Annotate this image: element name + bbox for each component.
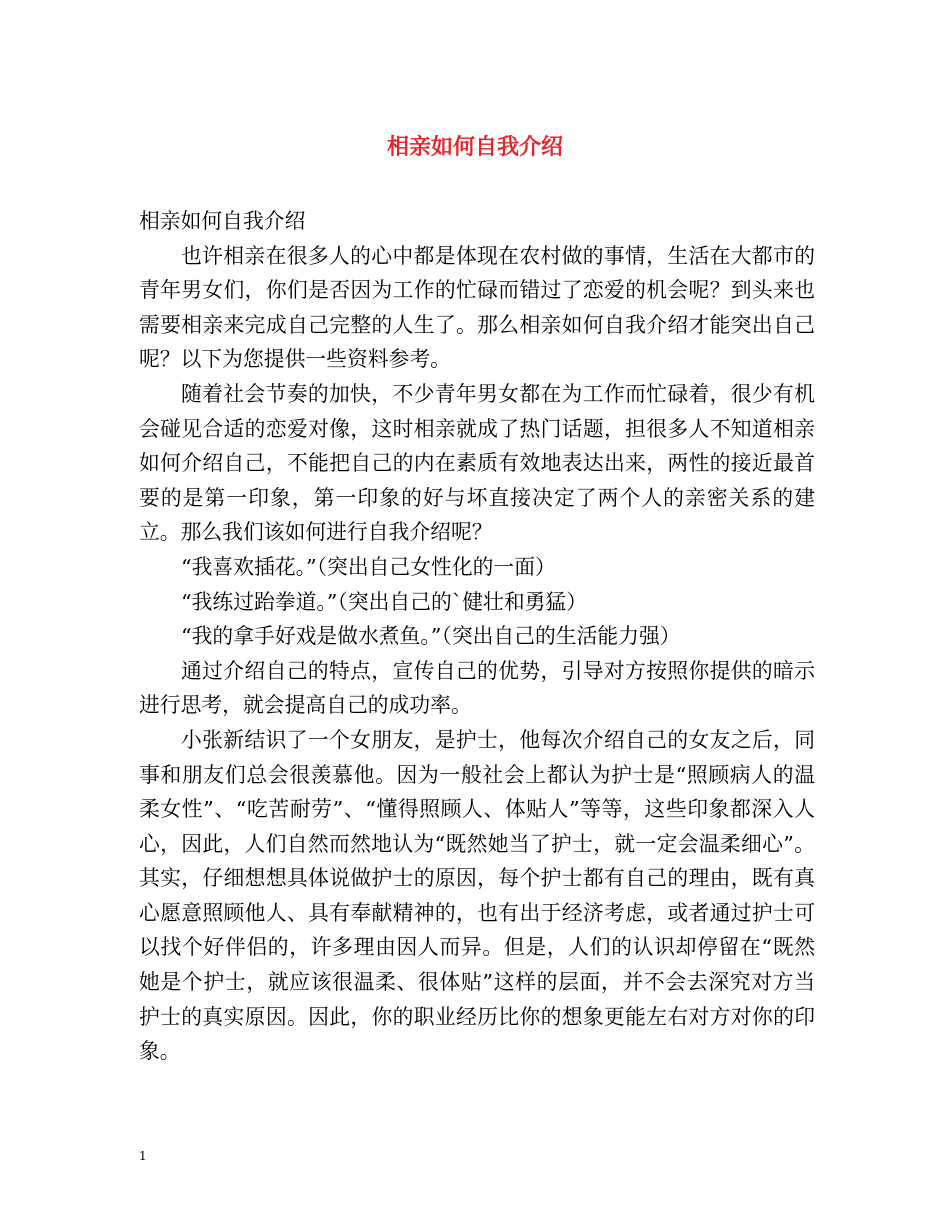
example-flower-arranging: “我喜欢插花。”（突出自己女性化的一面）	[181, 554, 556, 579]
page-number: 1	[139, 1149, 147, 1163]
example-taekwondo: “我练过跆拳道。”（突出自己的`健壮和勇猛）	[181, 589, 588, 614]
section-heading: 相亲如何自我介绍	[139, 209, 306, 233]
paragraph-advantages: 通过介绍自己的特点，宣传自己的优势，引导对方按照你提供的暗示进行思考，就会提高自己的成功率。	[139, 658, 815, 718]
example-cooking: “我的拿手好戏是做水煮鱼。”（突出自己的生活能力强）	[181, 624, 681, 649]
page-title: 相亲如何自我介绍	[386, 134, 563, 160]
paragraph-first-impression: 随着社会节奏的加快，不少青年男女都在为工作而忙碌着，很少有机会碰见合适的恋爱对像，这时相亲就成了热门话题，担很多人不知道相亲如何介绍自己，不能把自己的内在素质有效地表达出来，两性的接近最首要的是第一印象，第一印象的好与坏直接决定了两个人的亲密关系的建立。那么我们该如何进行自我介绍呢？	[139, 381, 815, 545]
paragraph-nurse-story: 小张新结识了一个女朋友，是护士，他每次介绍自己的女友之后，同事和朋友们总会很羡慕他。因为一般社会上都认为护士是“照顾病人的温柔女性”、“吃苦耐劳”、“懂得照顾人、体贴人”等等，这些印象都深入人心，因此，人们自然而然地认为“既然她当了护士，就一定会温柔细心”。其实，仔细想想具体说做护士的原因，每个护士都有自己的理由，既有真心愿意照顾他人、具有奉献精神的，也有出于经济考虑，或者通过护士可以找个好伴侣的，许多理由因人而异。但是，人们的认识却停留在“既然她是个护士，就应该很温柔、很体贴”这样的层面，并不会去深究对方当护士的真实原因。因此，你的职业经历比你的想象更能左右对方对你的印象。	[139, 727, 815, 1064]
paragraph-intro: 也许相亲在很多人的心中都是体现在农村做的事情，生活在大都市的青年男女们，你们是否因为工作的忙碌而错过了恋爱的机会呢？到头来也需要相亲来完成自己完整的人生了。那么相亲如何自我介绍才能突出自己呢？以下为您提供一些资料参考。	[139, 243, 815, 372]
document-body	[139, 204, 815, 1069]
